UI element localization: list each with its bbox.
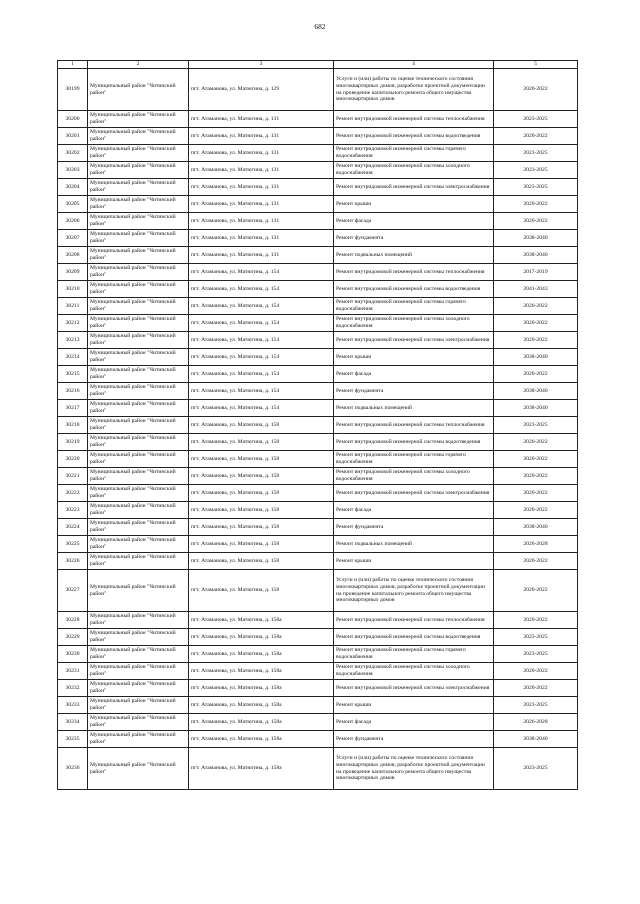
table-row bbox=[58, 680, 578, 697]
table-row bbox=[58, 400, 578, 417]
cell-number: 30207 bbox=[58, 230, 88, 247]
cell-work-type: Ремонт внутридомовой инженерной системы электроснабжения bbox=[334, 179, 494, 196]
cell-number: 30210 bbox=[58, 281, 88, 298]
cell-period: 2020-2022 bbox=[494, 366, 578, 383]
table-row bbox=[58, 731, 578, 748]
column-header: 4 bbox=[334, 61, 494, 69]
cell-address: пгт. Атаманова, ул. Матюгина, д. 154 bbox=[189, 332, 334, 349]
cell-address: пгт. Атаманова, ул. Матюгина, д. 158 bbox=[189, 570, 334, 612]
cell-address: пгт. Атаманова, ул. Матюгина, д. 158а bbox=[189, 663, 334, 680]
cell-number: 30228 bbox=[58, 612, 88, 629]
cell-number: 30224 bbox=[58, 519, 88, 536]
cell-work-type: Ремонт фасада bbox=[334, 366, 494, 383]
cell-period: 2038-2040 bbox=[494, 400, 578, 417]
cell-work-type: Ремонт крыши bbox=[334, 697, 494, 714]
cell-address: пгт. Атаманова, ул. Матюгина, д. 158 bbox=[189, 502, 334, 519]
cell-work-type: Ремонт фасада bbox=[334, 213, 494, 230]
cell-number: 30216 bbox=[58, 383, 88, 400]
cell-number: 30209 bbox=[58, 264, 88, 281]
cell-district: Муниципальный район "Читинский район" bbox=[88, 349, 189, 366]
cell-district: Муниципальный район "Читинский район" bbox=[88, 332, 189, 349]
cell-address: пгт. Атаманова, ул. Матюгина, д. 131 bbox=[189, 128, 334, 145]
table-row bbox=[58, 502, 578, 519]
table-row bbox=[58, 298, 578, 315]
cell-work-type: Ремонт фасада bbox=[334, 714, 494, 731]
column-header: 5 bbox=[494, 61, 578, 69]
cell-work-type: Ремонт внутридомовой инженерной системы электроснабжения bbox=[334, 680, 494, 697]
table-row bbox=[58, 349, 578, 366]
cell-district: Муниципальный район "Читинский район" bbox=[88, 162, 189, 179]
cell-address: пгт. Атаманова, ул. Матюгина, д. 158 bbox=[189, 434, 334, 451]
cell-number: 30201 bbox=[58, 128, 88, 145]
cell-work-type: Ремонт внутридомовой инженерной системы электроснабжения bbox=[334, 332, 494, 349]
cell-district: Муниципальный район "Читинский район" bbox=[88, 400, 189, 417]
cell-period: 2023-2025 bbox=[494, 697, 578, 714]
table-row bbox=[58, 69, 578, 111]
table-row bbox=[58, 748, 578, 790]
table-row bbox=[58, 417, 578, 434]
column-header: 3 bbox=[189, 61, 334, 69]
cell-address: пгт. Атаманова, ул. Матюгина, д. 154 bbox=[189, 315, 334, 332]
cell-district: Муниципальный район "Читинский район" bbox=[88, 298, 189, 315]
cell-period: 2023-2025 bbox=[494, 417, 578, 434]
cell-work-type: Ремонт внутридомовой инженерной системы холодного водоснабжения bbox=[334, 663, 494, 680]
table-row bbox=[58, 230, 578, 247]
cell-number: 30204 bbox=[58, 179, 88, 196]
cell-address: пгт. Атаманова, ул. Матюгина, д. 154 bbox=[189, 400, 334, 417]
cell-number: 30230 bbox=[58, 646, 88, 663]
cell-address: пгт. Атаманова, ул. Матюгина, д. 158 bbox=[189, 468, 334, 485]
cell-number: 30236 bbox=[58, 748, 88, 790]
table-row bbox=[58, 519, 578, 536]
cell-work-type: Ремонт внутридомовой инженерной системы холодного водоснабжения bbox=[334, 162, 494, 179]
cell-work-type: Ремонт внутридомовой инженерной системы водоотведения bbox=[334, 629, 494, 646]
cell-work-type: Ремонт фасада bbox=[334, 502, 494, 519]
cell-number: 30221 bbox=[58, 468, 88, 485]
cell-work-type: Ремонт внутридомовой инженерной системы холодного водоснабжения bbox=[334, 315, 494, 332]
table-row bbox=[58, 629, 578, 646]
cell-number: 30227 bbox=[58, 570, 88, 612]
cell-address: пгт. Атаманова, ул. Матюгина, д. 154 bbox=[189, 281, 334, 298]
cell-district: Муниципальный район "Читинский район" bbox=[88, 629, 189, 646]
cell-work-type: Ремонт фундамента bbox=[334, 230, 494, 247]
cell-address: пгт. Атаманова, ул. Матюгина, д. 158а bbox=[189, 612, 334, 629]
cell-period: 2020-2022 bbox=[494, 196, 578, 213]
cell-work-type: Ремонт подвальных помещений bbox=[334, 400, 494, 417]
cell-district: Муниципальный район "Читинский район" bbox=[88, 697, 189, 714]
cell-district: Муниципальный район "Читинский район" bbox=[88, 264, 189, 281]
cell-period: 2020-2022 bbox=[494, 468, 578, 485]
table-row bbox=[58, 128, 578, 145]
cell-period: 2020-2022 bbox=[494, 128, 578, 145]
cell-address: пгт. Атаманова, ул. Матюгина, д. 129 bbox=[189, 69, 334, 111]
cell-work-type: Ремонт фундамента bbox=[334, 519, 494, 536]
cell-address: пгт. Атаманова, ул. Матюгина, д. 158 bbox=[189, 519, 334, 536]
cell-work-type: Ремонт подвальных помещений bbox=[334, 247, 494, 264]
cell-number: 30223 bbox=[58, 502, 88, 519]
cell-work-type: Ремонт крыши bbox=[334, 553, 494, 570]
cell-district: Муниципальный район "Читинский район" bbox=[88, 434, 189, 451]
cell-district: Муниципальный район "Читинский район" bbox=[88, 680, 189, 697]
cell-district: Муниципальный район "Читинский район" bbox=[88, 111, 189, 128]
cell-period: 2023-2025 bbox=[494, 111, 578, 128]
cell-work-type: Ремонт фундамента bbox=[334, 383, 494, 400]
cell-period: 2020-2022 bbox=[494, 332, 578, 349]
cell-period: 2038-2040 bbox=[494, 383, 578, 400]
cell-number: 30233 bbox=[58, 697, 88, 714]
table-row bbox=[58, 646, 578, 663]
table-row bbox=[58, 247, 578, 264]
cell-period: 2020-2022 bbox=[494, 485, 578, 502]
cell-address: пгт. Атаманова, ул. Матюгина, д. 131 bbox=[189, 111, 334, 128]
cell-work-type: Услуги и (или) работы по оценке технического состояния многоквартирных домов, разработке проектной документации на проведение капитального ремонта общего имущества многоквартирных домов bbox=[334, 748, 494, 790]
table-row bbox=[58, 714, 578, 731]
cell-address: пгт. Атаманова, ул. Матюгина, д. 154 bbox=[189, 264, 334, 281]
cell-address: пгт. Атаманова, ул. Матюгина, д. 158а bbox=[189, 629, 334, 646]
cell-work-type: Ремонт внутридомовой инженерной системы теплоснабжения bbox=[334, 417, 494, 434]
cell-period: 2020-2022 bbox=[494, 680, 578, 697]
table-row bbox=[58, 434, 578, 451]
cell-address: пгт. Атаманова, ул. Матюгина, д. 158 bbox=[189, 553, 334, 570]
cell-work-type: Ремонт внутридомовой инженерной системы водоотведения bbox=[334, 434, 494, 451]
cell-period: 2017-2019 bbox=[494, 264, 578, 281]
page-number: 682 bbox=[314, 22, 326, 31]
table-row bbox=[58, 383, 578, 400]
cell-work-type: Ремонт внутридомовой инженерной системы горячего водоснабжения bbox=[334, 646, 494, 663]
cell-number: 30215 bbox=[58, 366, 88, 383]
cell-number: 30219 bbox=[58, 434, 88, 451]
cell-work-type: Ремонт внутридомовой инженерной системы электроснабжения bbox=[334, 485, 494, 502]
cell-number: 30234 bbox=[58, 714, 88, 731]
cell-number: 30213 bbox=[58, 332, 88, 349]
cell-address: пгт. Атаманова, ул. Матюгина, д. 154 bbox=[189, 383, 334, 400]
cell-address: пгт. Атаманова, ул. Матюгина, д. 158 bbox=[189, 485, 334, 502]
table-row bbox=[58, 536, 578, 553]
table-row bbox=[58, 332, 578, 349]
cell-number: 30231 bbox=[58, 663, 88, 680]
cell-period: 2020-2022 bbox=[494, 553, 578, 570]
cell-number: 30218 bbox=[58, 417, 88, 434]
cell-number: 30202 bbox=[58, 145, 88, 162]
cell-number: 30199 bbox=[58, 69, 88, 111]
cell-district: Муниципальный район "Читинский район" bbox=[88, 485, 189, 502]
cell-work-type: Ремонт крыши bbox=[334, 349, 494, 366]
cell-period: 2020-2022 bbox=[494, 213, 578, 230]
cell-number: 30217 bbox=[58, 400, 88, 417]
cell-period: 2020-2022 bbox=[494, 612, 578, 629]
cell-period: 2020-2022 bbox=[494, 69, 578, 111]
cell-number: 30232 bbox=[58, 680, 88, 697]
cell-period: 2038-2040 bbox=[494, 247, 578, 264]
cell-number: 30222 bbox=[58, 485, 88, 502]
cell-work-type: Ремонт внутридомовой инженерной системы холодного водоснабжения bbox=[334, 468, 494, 485]
table-row bbox=[58, 162, 578, 179]
cell-district: Муниципальный район "Читинский район" bbox=[88, 128, 189, 145]
cell-district: Муниципальный район "Читинский район" bbox=[88, 417, 189, 434]
cell-number: 30220 bbox=[58, 451, 88, 468]
table-row bbox=[58, 315, 578, 332]
works-table bbox=[57, 60, 578, 790]
cell-period: 2020-2022 bbox=[494, 451, 578, 468]
table-row bbox=[58, 213, 578, 230]
table-row bbox=[58, 485, 578, 502]
table-row bbox=[58, 697, 578, 714]
cell-number: 30206 bbox=[58, 213, 88, 230]
cell-work-type: Услуги и (или) работы по оценке технического состояния многоквартирных домов, разработке проектной документации на проведение капитального ремонта общего имущества многоквартирных домов bbox=[334, 570, 494, 612]
cell-district: Муниципальный район "Читинский район" bbox=[88, 748, 189, 790]
cell-work-type: Ремонт внутридомовой инженерной системы горячего водоснабжения bbox=[334, 451, 494, 468]
cell-address: пгт. Атаманова, ул. Матюгина, д. 158 bbox=[189, 536, 334, 553]
cell-district: Муниципальный район "Читинский район" bbox=[88, 519, 189, 536]
cell-period: 2023-2025 bbox=[494, 162, 578, 179]
cell-district: Муниципальный район "Читинский район" bbox=[88, 383, 189, 400]
cell-period: 2023-2025 bbox=[494, 646, 578, 663]
table-row bbox=[58, 366, 578, 383]
cell-number: 30205 bbox=[58, 196, 88, 213]
cell-address: пгт. Атаманова, ул. Матюгина, д. 131 bbox=[189, 162, 334, 179]
cell-period: 2038-2040 bbox=[494, 731, 578, 748]
table-row bbox=[58, 196, 578, 213]
cell-address: пгт. Атаманова, ул. Матюгина, д. 158а bbox=[189, 714, 334, 731]
cell-district: Муниципальный район "Читинский район" bbox=[88, 230, 189, 247]
cell-address: пгт. Атаманова, ул. Матюгина, д. 131 bbox=[189, 196, 334, 213]
table-row bbox=[58, 663, 578, 680]
cell-address: пгт. Атаманова, ул. Матюгина, д. 158а bbox=[189, 748, 334, 790]
cell-district: Муниципальный район "Читинский район" bbox=[88, 646, 189, 663]
cell-period: 2023-2025 bbox=[494, 748, 578, 790]
cell-address: пгт. Атаманова, ул. Матюгина, д. 158 bbox=[189, 417, 334, 434]
cell-district: Муниципальный район "Читинский район" bbox=[88, 69, 189, 111]
cell-district: Муниципальный район "Читинский район" bbox=[88, 281, 189, 298]
cell-address: пгт. Атаманова, ул. Матюгина, д. 131 bbox=[189, 179, 334, 196]
cell-period: 2020-2022 bbox=[494, 315, 578, 332]
cell-work-type: Ремонт крыши bbox=[334, 196, 494, 213]
cell-period: 2038-2040 bbox=[494, 230, 578, 247]
cell-district: Муниципальный район "Читинский район" bbox=[88, 468, 189, 485]
cell-number: 30229 bbox=[58, 629, 88, 646]
table-row bbox=[58, 468, 578, 485]
table-row bbox=[58, 570, 578, 612]
cell-period: 2026-2028 bbox=[494, 536, 578, 553]
cell-district: Муниципальный район "Читинский район" bbox=[88, 612, 189, 629]
cell-period: 2041-2043 bbox=[494, 281, 578, 298]
cell-work-type: Ремонт внутридомовой инженерной системы горячего водоснабжения bbox=[334, 298, 494, 315]
cell-number: 30203 bbox=[58, 162, 88, 179]
cell-period: 2023-2025 bbox=[494, 629, 578, 646]
table-row bbox=[58, 281, 578, 298]
cell-address: пгт. Атаманова, ул. Матюгина, д. 131 bbox=[189, 247, 334, 264]
table-row bbox=[58, 179, 578, 196]
cell-work-type: Ремонт подвальных помещений bbox=[334, 536, 494, 553]
column-header: 1 bbox=[58, 61, 88, 69]
cell-district: Муниципальный район "Читинский район" bbox=[88, 663, 189, 680]
cell-address: пгт. Атаманова, ул. Матюгина, д. 158а bbox=[189, 731, 334, 748]
table-header-row bbox=[58, 61, 578, 69]
cell-work-type: Ремонт внутридомовой инженерной системы водоотведения bbox=[334, 128, 494, 145]
table-row bbox=[58, 553, 578, 570]
cell-district: Муниципальный район "Читинский район" bbox=[88, 502, 189, 519]
table-row bbox=[58, 451, 578, 468]
cell-district: Муниципальный район "Читинский район" bbox=[88, 196, 189, 213]
cell-address: пгт. Атаманова, ул. Матюгина, д. 131 bbox=[189, 213, 334, 230]
cell-period: 2020-2022 bbox=[494, 502, 578, 519]
cell-period: 2020-2022 bbox=[494, 570, 578, 612]
cell-period: 2038-2040 bbox=[494, 349, 578, 366]
cell-district: Муниципальный район "Читинский район" bbox=[88, 553, 189, 570]
cell-work-type: Ремонт внутридомовой инженерной системы теплоснабжения bbox=[334, 264, 494, 281]
cell-address: пгт. Атаманова, ул. Матюгина, д. 154 bbox=[189, 349, 334, 366]
cell-address: пгт. Атаманова, ул. Матюгина, д. 154 bbox=[189, 298, 334, 315]
cell-district: Муниципальный район "Читинский район" bbox=[88, 179, 189, 196]
cell-district: Муниципальный район "Читинский район" bbox=[88, 366, 189, 383]
cell-period: 2020-2022 bbox=[494, 663, 578, 680]
column-header: 2 bbox=[88, 61, 189, 69]
table-row bbox=[58, 145, 578, 162]
cell-address: пгт. Атаманова, ул. Матюгина, д. 131 bbox=[189, 145, 334, 162]
cell-period: 2038-2040 bbox=[494, 519, 578, 536]
cell-number: 30214 bbox=[58, 349, 88, 366]
cell-period: 2020-2022 bbox=[494, 298, 578, 315]
cell-number: 30212 bbox=[58, 315, 88, 332]
cell-address: пгт. Атаманова, ул. Матюгина, д. 158а bbox=[189, 697, 334, 714]
cell-address: пгт. Атаманова, ул. Матюгина, д. 158 bbox=[189, 451, 334, 468]
cell-period: 2023-2025 bbox=[494, 145, 578, 162]
cell-number: 30211 bbox=[58, 298, 88, 315]
cell-period: 2020-2022 bbox=[494, 434, 578, 451]
cell-number: 30226 bbox=[58, 553, 88, 570]
cell-work-type: Ремонт внутридомовой инженерной системы теплоснабжения bbox=[334, 111, 494, 128]
cell-district: Муниципальный район "Читинский район" bbox=[88, 714, 189, 731]
cell-number: 30235 bbox=[58, 731, 88, 748]
cell-address: пгт. Атаманова, ул. Матюгина, д. 154 bbox=[189, 366, 334, 383]
cell-work-type: Услуги и (или) работы по оценке технического состояния многоквартирных домов, разработке проектной документации на проведение капитального ремонта общего имущества многоквартирных домов bbox=[334, 69, 494, 111]
cell-work-type: Ремонт внутридомовой инженерной системы горячего водоснабжения bbox=[334, 145, 494, 162]
cell-work-type: Ремонт внутридомовой инженерной системы теплоснабжения bbox=[334, 612, 494, 629]
cell-district: Муниципальный район "Читинский район" bbox=[88, 451, 189, 468]
cell-district: Муниципальный район "Читинский район" bbox=[88, 145, 189, 162]
cell-district: Муниципальный район "Читинский район" bbox=[88, 247, 189, 264]
cell-number: 30225 bbox=[58, 536, 88, 553]
cell-address: пгт. Атаманова, ул. Матюгина, д. 158а bbox=[189, 646, 334, 663]
table-row bbox=[58, 111, 578, 128]
cell-address: пгт. Атаманова, ул. Матюгина, д. 158а bbox=[189, 680, 334, 697]
cell-number: 30200 bbox=[58, 111, 88, 128]
cell-district: Муниципальный район "Читинский район" bbox=[88, 536, 189, 553]
cell-number: 30208 bbox=[58, 247, 88, 264]
table-row bbox=[58, 612, 578, 629]
cell-address: пгт. Атаманова, ул. Матюгина, д. 131 bbox=[189, 230, 334, 247]
cell-work-type: Ремонт внутридомовой инженерной системы водоотведения bbox=[334, 281, 494, 298]
cell-district: Муниципальный район "Читинский район" bbox=[88, 315, 189, 332]
cell-work-type: Ремонт фундамента bbox=[334, 731, 494, 748]
cell-district: Муниципальный район "Читинский район" bbox=[88, 731, 189, 748]
cell-period: 2023-2025 bbox=[494, 179, 578, 196]
cell-district: Муниципальный район "Читинский район" bbox=[88, 213, 189, 230]
table-row bbox=[58, 264, 578, 281]
cell-district: Муниципальный район "Читинский район" bbox=[88, 570, 189, 612]
cell-period: 2026-2028 bbox=[494, 714, 578, 731]
